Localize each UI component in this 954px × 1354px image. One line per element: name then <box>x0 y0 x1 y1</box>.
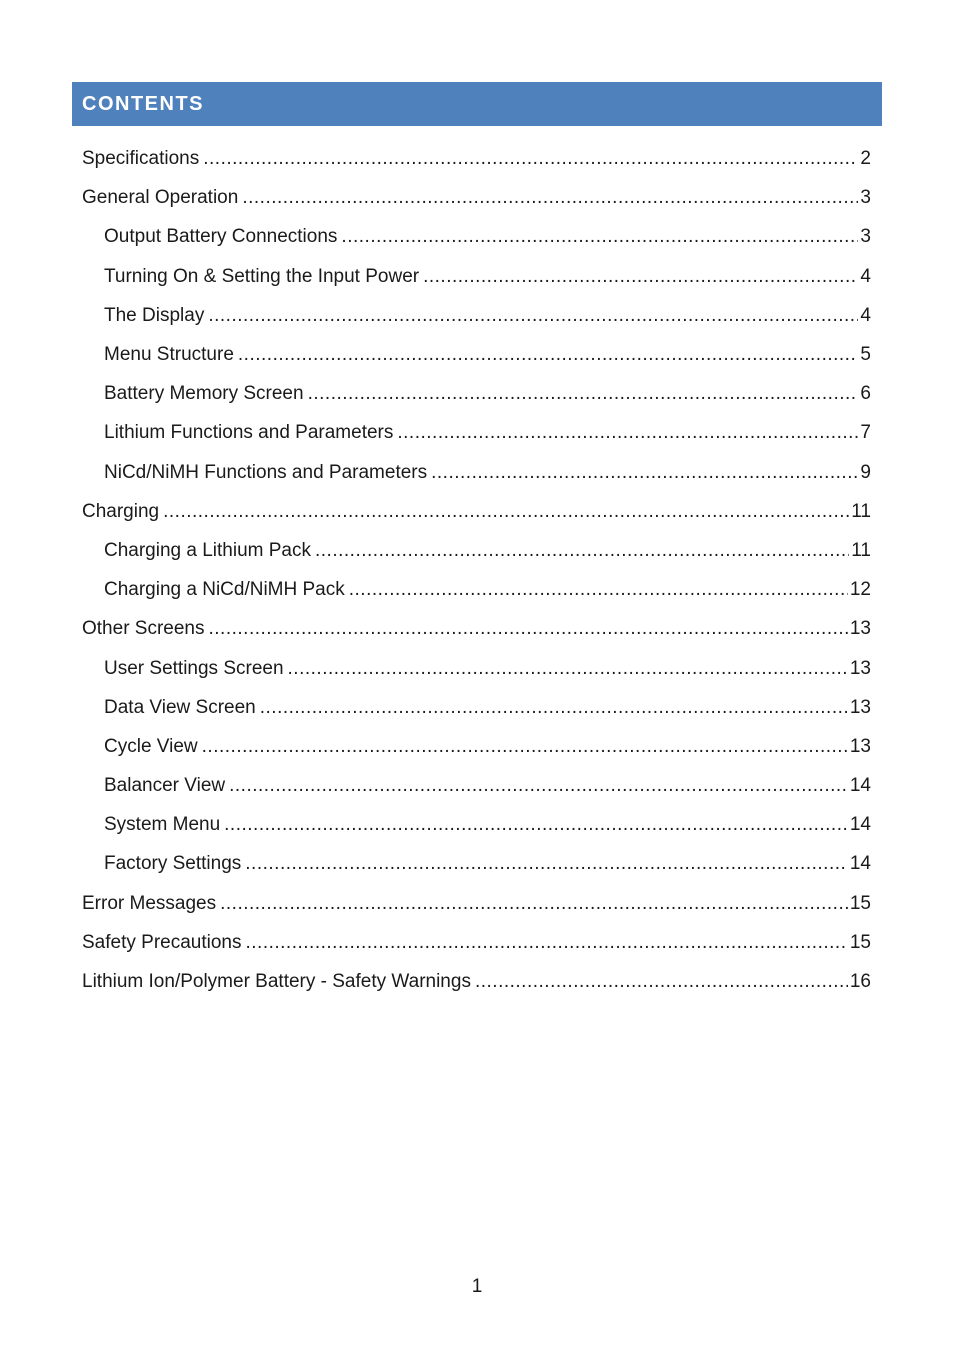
toc-entry-label: Factory Settings <box>104 853 242 875</box>
toc-entry-label: General Operation <box>82 187 239 209</box>
toc-entry[interactable] <box>82 923 871 962</box>
page-number: 1 <box>471 1276 483 1297</box>
table-of-contents <box>82 139 871 1001</box>
toc-entry[interactable] <box>82 570 871 609</box>
toc-entry-page: 3 <box>860 187 871 209</box>
toc-entry-page: 14 <box>849 853 871 875</box>
toc-entry-page: 11 <box>851 539 871 561</box>
toc-entry-label: Charging a NiCd/NiMH Pack <box>104 579 345 601</box>
toc-dot-leader <box>238 345 859 364</box>
toc-dot-leader <box>315 541 849 560</box>
toc-entry[interactable] <box>82 453 871 492</box>
toc-entry[interactable] <box>82 492 871 531</box>
toc-entry[interactable] <box>82 531 871 570</box>
toc-dot-leader <box>308 384 859 403</box>
toc-entry-label: System Menu <box>104 814 221 836</box>
toc-entry[interactable] <box>82 727 871 766</box>
toc-dot-leader <box>431 463 858 482</box>
toc-entry-label: Output Battery Connections <box>104 226 338 248</box>
toc-entry-label: Battery Memory Screen <box>104 383 304 405</box>
toc-entry-label: Safety Precautions <box>82 931 242 953</box>
toc-entry-page: 3 <box>860 226 871 248</box>
toc-entry-page: 9 <box>860 461 871 483</box>
toc-dot-leader <box>163 502 849 521</box>
toc-entry[interactable] <box>82 217 871 256</box>
toc-entry-label: NiCd/NiMH Functions and Parameters <box>104 461 428 483</box>
toc-entry[interactable] <box>82 844 871 883</box>
toc-entry-page: 15 <box>849 892 871 914</box>
contents-title: CONTENTS <box>82 92 204 115</box>
toc-entry-label: Lithium Functions and Parameters <box>104 422 394 444</box>
toc-entry-page: 15 <box>849 931 871 953</box>
toc-entry-page: 2 <box>860 148 871 170</box>
toc-entry-label: Turning On & Setting the Input Power <box>104 265 420 287</box>
toc-entry-label: The Display <box>104 304 205 326</box>
toc-entry[interactable] <box>82 884 871 923</box>
toc-entry-page: 6 <box>860 383 871 405</box>
toc-entry-page: 13 <box>849 657 871 679</box>
toc-entry[interactable] <box>82 296 871 335</box>
toc-dot-leader <box>203 149 858 168</box>
toc-dot-leader <box>349 580 848 599</box>
toc-dot-leader <box>341 227 858 246</box>
toc-entry-label: Charging a Lithium Pack <box>104 539 311 561</box>
toc-entry[interactable] <box>82 609 871 648</box>
toc-dot-leader <box>209 619 848 638</box>
toc-entry-page: 5 <box>860 344 871 366</box>
toc-dot-leader <box>208 306 858 325</box>
toc-entry[interactable] <box>82 335 871 374</box>
toc-entry-label: Data View Screen <box>104 696 256 718</box>
toc-dot-leader <box>423 267 858 286</box>
toc-entry[interactable] <box>82 139 871 178</box>
toc-entry-label: Other Screens <box>82 618 205 640</box>
toc-entry[interactable] <box>82 688 871 727</box>
toc-entry-page: 11 <box>851 500 871 522</box>
toc-entry-label: Balancer View <box>104 775 226 797</box>
toc-dot-leader <box>202 737 848 756</box>
toc-dot-leader <box>260 698 848 717</box>
toc-entry[interactable] <box>82 766 871 805</box>
toc-entry-label: User Settings Screen <box>104 657 284 679</box>
toc-entry-page: 12 <box>849 579 871 601</box>
toc-dot-leader <box>242 188 858 207</box>
toc-entry-label: Error Messages <box>82 892 217 914</box>
toc-dot-leader <box>397 423 858 442</box>
toc-dot-leader <box>475 972 848 991</box>
toc-entry-page: 4 <box>860 265 871 287</box>
contents-header-bar <box>72 82 882 126</box>
toc-dot-leader <box>220 894 848 913</box>
toc-entry-label: Menu Structure <box>104 344 234 366</box>
toc-entry-page: 7 <box>860 422 871 444</box>
toc-dot-leader <box>245 854 848 873</box>
toc-entry-label: Charging <box>82 500 160 522</box>
toc-dot-leader <box>229 776 848 795</box>
toc-entry[interactable] <box>82 374 871 413</box>
toc-entry[interactable] <box>82 962 871 1001</box>
toc-entry-page: 13 <box>849 696 871 718</box>
toc-dot-leader <box>288 659 848 678</box>
toc-dot-leader <box>245 933 847 952</box>
toc-dot-leader <box>224 815 848 834</box>
toc-entry-label: Specifications <box>82 148 200 170</box>
toc-entry[interactable] <box>82 805 871 844</box>
toc-entry[interactable] <box>82 413 871 452</box>
toc-entry-page: 16 <box>849 971 871 993</box>
toc-entry-page: 13 <box>849 735 871 757</box>
toc-entry-label: Cycle View <box>104 735 198 757</box>
toc-entry-label: Lithium Ion/Polymer Battery - Safety Warnings <box>82 971 471 993</box>
toc-entry-page: 4 <box>860 304 871 326</box>
toc-entry[interactable] <box>82 257 871 296</box>
toc-entry[interactable] <box>82 178 871 217</box>
toc-entry-page: 14 <box>849 814 871 836</box>
toc-entry-page: 14 <box>849 775 871 797</box>
toc-entry-page: 13 <box>849 618 871 640</box>
toc-entry[interactable] <box>82 648 871 687</box>
